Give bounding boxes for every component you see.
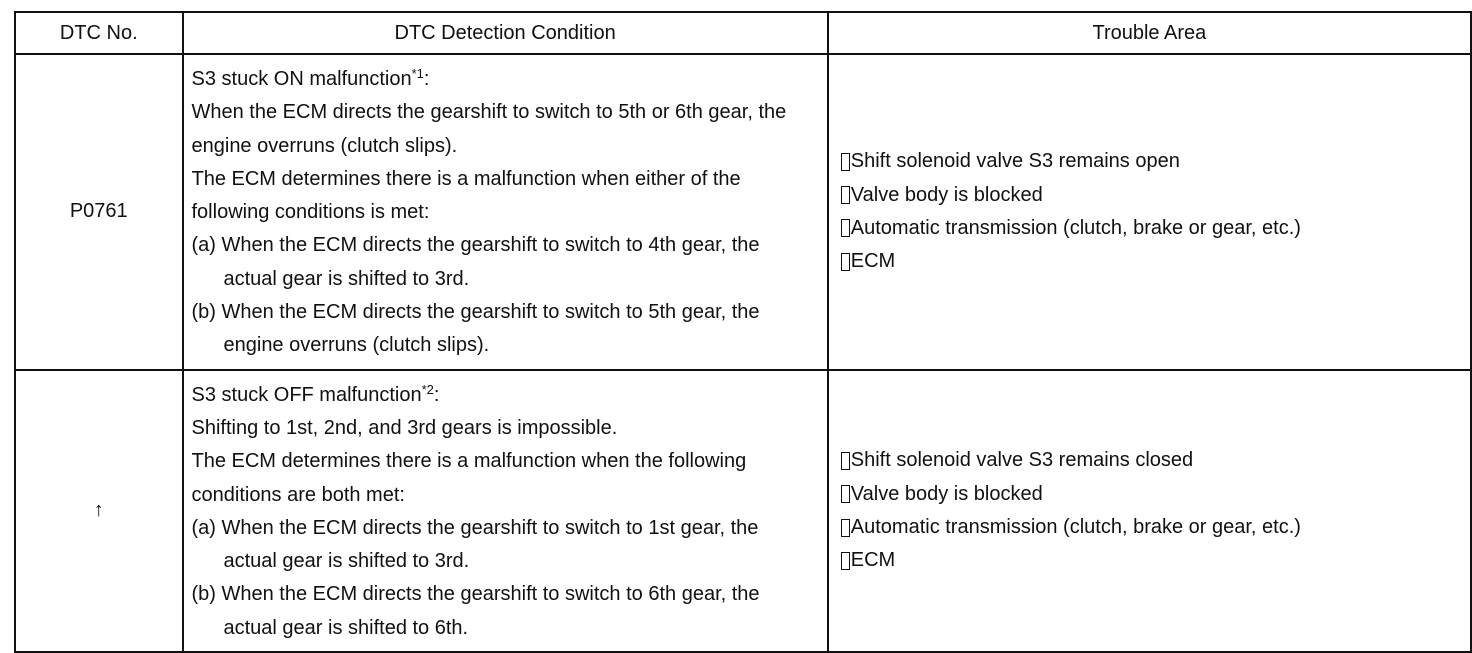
checkbox-icon bbox=[841, 186, 850, 204]
condition-sub-item: (b) When the ECM directs the gearshift to switch to 6th gear, the actual gear is shifted to 6th. bbox=[191, 583, 760, 639]
dtc-number: ↑ bbox=[15, 370, 183, 652]
checkbox-icon bbox=[841, 485, 850, 503]
condition-sub-item: (a) When the ECM directs the gearshift to switch to 4th gear, the actual gear is shifted to 3rd. bbox=[191, 234, 760, 290]
trouble-area-item: ECM bbox=[841, 544, 1470, 577]
trouble-area-item: Shift solenoid valve S3 remains open bbox=[841, 145, 1470, 178]
condition-title: S3 stuck ON malfunction$^{*1}$: bbox=[191, 66, 430, 90]
table-row bbox=[15, 370, 1471, 652]
header-detection-condition: DTC Detection Condition bbox=[183, 12, 828, 54]
condition-line: When the ECM directs the gearshift to switch to 5th or 6th gear, the engine overruns (clutch slips). bbox=[191, 101, 787, 157]
trouble-area-item: Valve body is blocked bbox=[841, 478, 1470, 511]
trouble-area-cell bbox=[828, 54, 1471, 370]
checkbox-icon bbox=[841, 552, 850, 570]
header-row bbox=[15, 12, 1471, 54]
checkbox-icon bbox=[841, 253, 850, 271]
detection-condition-cell bbox=[183, 370, 828, 652]
trouble-area-item: Shift solenoid valve S3 remains closed bbox=[841, 444, 1470, 477]
footnote-ref: *2 bbox=[421, 381, 434, 397]
checkbox-icon bbox=[841, 153, 850, 171]
checkbox-icon bbox=[841, 219, 850, 237]
checkbox-icon bbox=[841, 519, 850, 537]
condition-line: The ECM determines there is a malfunction when either of the following conditions is met: bbox=[191, 167, 741, 224]
condition-sub-item: (b) When the ECM directs the gearshift to switch to 5th gear, the engine overruns (clutch slips). bbox=[191, 301, 760, 357]
checkbox-icon bbox=[841, 452, 850, 470]
condition-title: S3 stuck OFF malfunction$^{*2}$: bbox=[191, 381, 440, 406]
trouble-area-item: Automatic transmission (clutch, brake or gear, etc.) bbox=[841, 212, 1470, 245]
condition-line: Shifting to 1st, 2nd, and 3rd gears is impossible. bbox=[191, 416, 618, 439]
trouble-area-item: Valve body is blocked bbox=[841, 179, 1470, 212]
trouble-area-item: Automatic transmission (clutch, brake or gear, etc.) bbox=[841, 511, 1470, 544]
dtc-table bbox=[14, 11, 1472, 653]
header-dtc-no: DTC No. bbox=[15, 12, 183, 54]
header-trouble-area: Trouble Area bbox=[828, 12, 1471, 54]
condition-sub-item: (a) When the ECM directs the gearshift to switch to 1st gear, the actual gear is shifted to 3rd. bbox=[191, 516, 759, 573]
footnote-ref: *1 bbox=[411, 66, 424, 81]
table-row bbox=[15, 54, 1471, 370]
condition-line: The ECM determines there is a malfunction when the following conditions are both met: bbox=[191, 450, 747, 506]
detection-condition-cell bbox=[183, 54, 828, 370]
dtc-number: P0761 bbox=[15, 54, 183, 370]
trouble-area-cell bbox=[828, 370, 1471, 652]
trouble-area-item: ECM bbox=[841, 245, 1470, 278]
